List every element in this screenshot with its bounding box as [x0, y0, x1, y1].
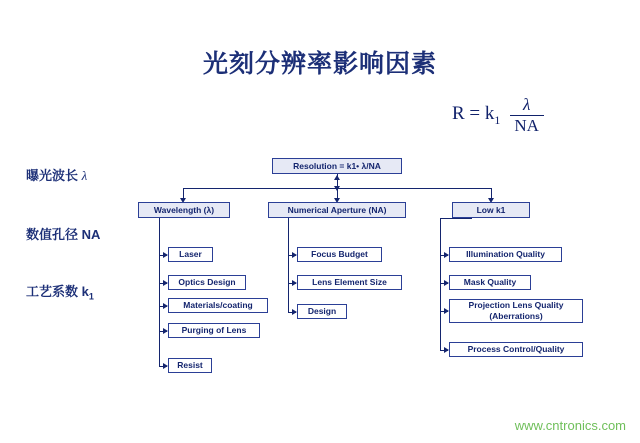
left-label-na [26, 224, 100, 243]
left-label-k1 [26, 281, 94, 302]
node-projection-lens-quality[interactable]: Projection Lens Quality (Aberrations) [449, 299, 583, 323]
node-purging-of-lens[interactable]: Purging of Lens [168, 323, 260, 338]
node-mask-quality[interactable]: Mask Quality [449, 275, 531, 290]
node-process-control-quality[interactable]: Process Control/Quality [449, 342, 583, 357]
formula-numerator: λ [522, 95, 531, 114]
connector-lowk1-top [440, 218, 472, 219]
left-label-wavelength-symbol: λ [81, 168, 88, 183]
page-title: 光刻分辨率影响因素 [202, 50, 437, 78]
left-label-na-text: 数值孔径 NA [26, 227, 101, 242]
arrow-root-up [334, 175, 340, 180]
left-label-k1-subscript: 1 [88, 291, 94, 302]
formula-fraction [508, 96, 545, 135]
node-design[interactable]: Design [297, 304, 347, 319]
node-optics-design[interactable]: Optics Design [168, 275, 246, 290]
formula-lhs-subscript: 1 [494, 112, 501, 127]
node-illumination-quality[interactable]: Illumination Quality [449, 247, 562, 262]
formula-left-side [452, 103, 500, 128]
left-label-wavelength-text: 曝光波长 [26, 168, 82, 183]
resolution-formula [452, 96, 545, 135]
formula-denominator: NA [514, 115, 539, 135]
watermark: www.cntronics.com [514, 418, 626, 433]
node-resolution-root[interactable]: Resolution = k1• λ/NA [272, 158, 402, 174]
node-branch-numerical-aperture[interactable]: Numerical Aperture (NA) [268, 202, 406, 218]
connector-wavelength-spine [159, 218, 160, 366]
connector-lowk1-spine [440, 218, 441, 350]
left-label-k1-text: 工艺系数 k [26, 284, 89, 299]
formula-lhs-text: R = k [452, 102, 495, 124]
connector-na-spine [288, 218, 289, 313]
node-branch-wavelength[interactable]: Wavelength (λ) [138, 202, 230, 218]
node-laser[interactable]: Laser [168, 247, 213, 262]
node-lens-element-size[interactable]: Lens Element Size [297, 275, 402, 290]
node-materials-coating[interactable]: Materials/coating [168, 298, 268, 313]
node-focus-budget[interactable]: Focus Budget [297, 247, 382, 262]
node-resist[interactable]: Resist [168, 358, 212, 373]
left-label-wavelength [26, 165, 87, 184]
node-branch-low-k1[interactable]: Low k1 [452, 202, 530, 218]
